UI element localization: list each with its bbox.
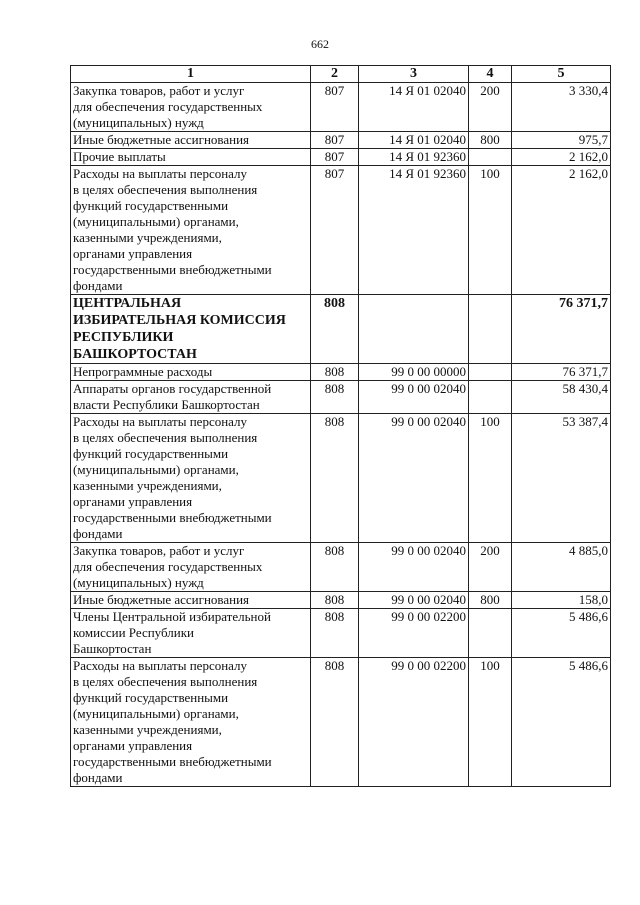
row-csr-cell: 14 Я 01 02040 xyxy=(359,132,469,149)
row-name-cell: Прочие выплаты xyxy=(71,149,311,166)
row-csr-cell: 99 0 00 02040 xyxy=(359,414,469,543)
table-row xyxy=(71,609,611,658)
row-csr-cell: 14 Я 01 92360 xyxy=(359,149,469,166)
row-name-cell: Расходы на выплаты персоналу в целях обеспечения выполнения функций государственными (муниципальными) органами, казенными учреждениями, органами управления государственными внебюджетными фондами xyxy=(71,658,311,787)
row-vr-cell: 200 xyxy=(469,83,512,132)
row-csr-cell: 99 0 00 02200 xyxy=(359,658,469,787)
row-sum-cell: 3 330,4 xyxy=(512,83,611,132)
row-name-cell: Закупка товаров, работ и услуг для обеспечения государственных (муниципальных) нужд xyxy=(71,83,311,132)
header-col-2: 2 xyxy=(311,66,359,83)
row-ved-cell: 808 xyxy=(311,658,359,787)
table-row xyxy=(71,166,611,295)
table-row xyxy=(71,414,611,543)
page-number: 662 xyxy=(311,37,329,51)
row-name-cell: Непрограммные расходы xyxy=(71,364,311,381)
row-ved-cell: 808 xyxy=(311,295,359,364)
row-ved-cell: 807 xyxy=(311,149,359,166)
table-row xyxy=(71,381,611,414)
table-row xyxy=(71,543,611,592)
row-vr-cell: 100 xyxy=(469,414,512,543)
header-col-5: 5 xyxy=(512,66,611,83)
budget-table xyxy=(70,65,611,787)
row-sum-cell: 76 371,7 xyxy=(512,295,611,364)
row-ved-cell: 808 xyxy=(311,592,359,609)
row-name-cell: Иные бюджетные ассигнования xyxy=(71,132,311,149)
table-body xyxy=(71,83,611,787)
row-csr-cell: 14 Я 01 92360 xyxy=(359,166,469,295)
header-col-3: 3 xyxy=(359,66,469,83)
row-sum-cell: 4 885,0 xyxy=(512,543,611,592)
row-csr-cell: 14 Я 01 02040 xyxy=(359,83,469,132)
row-csr-cell: 99 0 00 02040 xyxy=(359,543,469,592)
row-csr-cell: 99 0 00 02040 xyxy=(359,592,469,609)
table-row xyxy=(71,132,611,149)
row-ved-cell: 807 xyxy=(311,132,359,149)
row-sum-cell: 53 387,4 xyxy=(512,414,611,543)
row-name-cell: Расходы на выплаты персоналу в целях обеспечения выполнения функций государственными (муниципальными) органами, казенными учреждениями, органами управления государственными внебюджетными фондами xyxy=(71,414,311,543)
row-ved-cell: 808 xyxy=(311,381,359,414)
row-sum-cell: 76 371,7 xyxy=(512,364,611,381)
row-sum-cell: 975,7 xyxy=(512,132,611,149)
row-sum-cell: 2 162,0 xyxy=(512,166,611,295)
row-sum-cell: 58 430,4 xyxy=(512,381,611,414)
table-row xyxy=(71,149,611,166)
row-ved-cell: 808 xyxy=(311,543,359,592)
row-csr-cell xyxy=(359,295,469,364)
row-name-cell: Аппараты органов государственной власти Республики Башкортостан xyxy=(71,381,311,414)
row-ved-cell: 807 xyxy=(311,166,359,295)
row-ved-cell: 807 xyxy=(311,83,359,132)
table-row xyxy=(71,83,611,132)
table-row xyxy=(71,658,611,787)
row-vr-cell: 200 xyxy=(469,543,512,592)
table-row xyxy=(71,592,611,609)
row-ved-cell: 808 xyxy=(311,364,359,381)
row-vr-cell xyxy=(469,295,512,364)
row-vr-cell xyxy=(469,609,512,658)
table-row xyxy=(71,295,611,364)
row-name-cell: Расходы на выплаты персоналу в целях обеспечения выполнения функций государственными (муниципальными) органами, казенными учреждениями, органами управления государственными внебюджетными фондами xyxy=(71,166,311,295)
row-name-cell: Иные бюджетные ассигнования xyxy=(71,592,311,609)
row-ved-cell: 808 xyxy=(311,609,359,658)
header-col-4: 4 xyxy=(469,66,512,83)
table-row xyxy=(71,364,611,381)
row-vr-cell: 100 xyxy=(469,166,512,295)
row-csr-cell: 99 0 00 02040 xyxy=(359,381,469,414)
row-vr-cell xyxy=(469,381,512,414)
header-col-1: 1 xyxy=(71,66,311,83)
row-vr-cell xyxy=(469,364,512,381)
row-sum-cell: 5 486,6 xyxy=(512,609,611,658)
row-name-cell: ЦЕНТРАЛЬНАЯ ИЗБИРАТЕЛЬНАЯ КОМИССИЯ РЕСПУБЛИКИ БАШКОРТОСТАН xyxy=(71,295,311,364)
row-vr-cell xyxy=(469,149,512,166)
row-vr-cell: 100 xyxy=(469,658,512,787)
row-name-cell: Члены Центральной избирательной комиссии Республики Башкортостан xyxy=(71,609,311,658)
row-ved-cell: 808 xyxy=(311,414,359,543)
row-csr-cell: 99 0 00 02200 xyxy=(359,609,469,658)
row-sum-cell: 158,0 xyxy=(512,592,611,609)
row-csr-cell: 99 0 00 00000 xyxy=(359,364,469,381)
header-row xyxy=(71,66,611,83)
row-vr-cell: 800 xyxy=(469,592,512,609)
row-name-cell: Закупка товаров, работ и услуг для обеспечения государственных (муниципальных) нужд xyxy=(71,543,311,592)
row-sum-cell: 2 162,0 xyxy=(512,149,611,166)
row-sum-cell: 5 486,6 xyxy=(512,658,611,787)
row-vr-cell: 800 xyxy=(469,132,512,149)
